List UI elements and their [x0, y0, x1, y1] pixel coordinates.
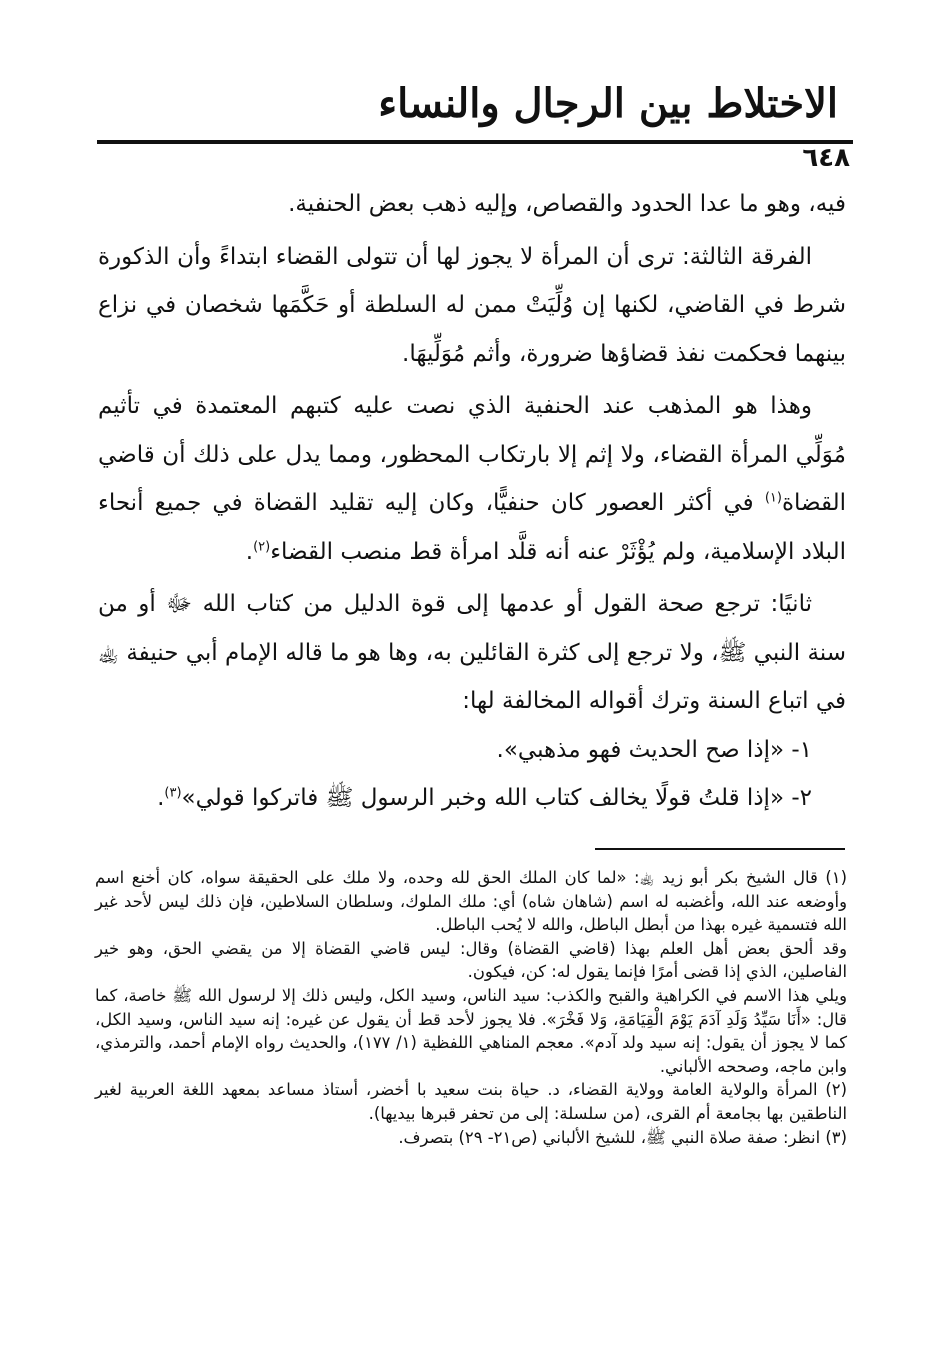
paragraph-text-part: في أكثر العصور كان حنفيًّا، وكان إليه تقليد القضاة في جميع أنحاء البلاد الإسلامية، ولم يُؤْثَرْ عنه أنه قلَّد امرأة قط منصب القضاء — [98, 490, 846, 565]
footnote-separator — [595, 848, 845, 850]
paragraph-text-part: وهذا هو المذهب عند الحنفية الذي نصت عليه كتبهم المعتمدة في تأثيم مُوَلِّي المرأة القضاء، ولا إثم إلا بارتكاب المحظور، ومما يدل على ذلك أن قاضي القضاة — [98, 393, 846, 516]
footnote-ref-1: (١) — [764, 490, 782, 506]
paragraph-third-group: الفرقة الثالثة: ترى أن المرأة لا يجوز لها أن تتولى القضاء ابتداءً وأن الذكورة شرط في القاضي، لكنها إن وُلِّيَتْ ممن له السلطة أو حَكَّمَها شخصان في نزاع بينهما فحكمت نفذ قضاؤها ضرورة، وأثم مُوَلِّيهَا. — [98, 243, 846, 367]
footnote-1-continued: ويلي هذا الاسم في الكراهية والقبح والكذب: سيد الناس، وسيد الكل، وليس ذلك إلا لرسول الله ﷺ خاصة، كما قال: «أَنَا سَيِّدُ وَلَدِ آدَمَ يَوْمَ الْقِيَامَةِ، وَلا فَخْرَ». فلا يجوز لأحد قط أن يقول عن غيره: إنه سيد الناس، وسيد الكل، كما لا يجوز أن يقول: إنه سيد ولد آدم». معجم المناهي اللفظية (١/ ١٧٧)، والحديث رواه الإمام أحمد، والترمذي، وابن ماجه، وصححه الألباني. — [95, 985, 848, 1076]
footnote-ref-3: (٣) — [164, 785, 182, 801]
footnote-1: (١) قال الشيخ بكر أبو زيد ﵀: «لما كان الملك الحق لله وحده، ولا ملك على الحقيقة سواه، كان أخنع اسم وأوضعه عند الله، وأغضبه له اسم (شاهان شاه) أي: ملك الملوك، وسلطان السلاطين، فإن ذلك ليس لأحد غير الله فتسمية غيره بهذا من أبطل الباطل، والله لا يُحب الباطل. — [95, 868, 847, 935]
list-item-text: . — [157, 785, 165, 811]
running-header-title: الاختلاط بين الرجال والنساء — [378, 80, 838, 127]
paragraph-hanafi-doctrine — [98, 382, 846, 576]
list-item-1: ١- «إذا صح الحديث فهو مذهبي». — [496, 736, 812, 763]
footnote-ref-2: (٢) — [253, 538, 271, 554]
footnote-2: (٢) المرأة والولاية العامة وولاية القضاء، د. حياة بنت سعيد با أخضر، أستاذ مساعد بمعهد اللغة العربية لغير الناطقين بها بجامعة أم القرى، (من سلسلة: إلى من تحفر قبرها بيديها). — [95, 1080, 847, 1123]
list-item-2 — [98, 774, 846, 823]
list-item-text: ٢- «إذا قلتُ قولًا يخالف كتاب الله وخبر الرسول ﷺ فاتركوا قولي» — [181, 785, 812, 811]
paragraph-second-point: ثانيًا: ترجع صحة القول أو عدمها إلى قوة الدليل من كتاب الله ﷻ أو من سنة النبي ﷺ، ولا ترجع إلى كثرة القائلين به، وها هو ما قاله الإمام أبي حنيفة ﵀ في اتباع السنة وترك أقواله المخالفة لها: — [98, 591, 846, 714]
paragraph-text-part: . — [245, 538, 254, 565]
footnote-3: (٣) انظر: صفة صلاة النبي ﷺ، للشيخ الألباني (ص٢١- ٢٩) بتصرف. — [398, 1127, 847, 1147]
footnote-1-continued: وقد ألحق بعض أهل العلم بهذا (قاضي القضاة) وقال: ليس قاضي القضاة إلا من يقضي الحق، وهو خير الفاصلين، الذي إذا قضى أمرًا فإنما يقول له: كن، فيكون. — [95, 938, 847, 982]
page-number: ٦٤٨ — [802, 143, 850, 173]
footnotes — [95, 866, 847, 1149]
paragraph-continuation: فيه، وهو ما عدا الحدود والقصاص، وإليه ذهب بعض الحنفية. — [288, 191, 846, 217]
header-rule — [97, 140, 853, 144]
main-text — [98, 180, 846, 823]
